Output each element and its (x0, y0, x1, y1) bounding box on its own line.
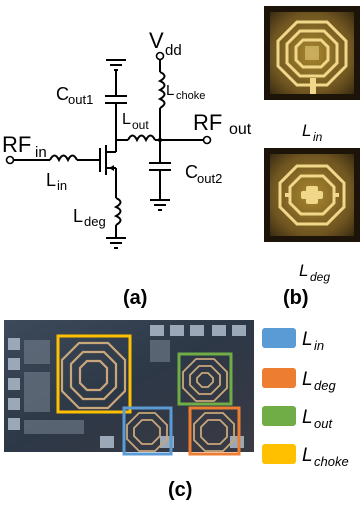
svg-text:deg: deg (314, 378, 336, 393)
svg-text:L: L (73, 206, 84, 226)
svg-text:L: L (46, 170, 57, 190)
legend-swatch (262, 368, 296, 388)
legend-item-l-in (262, 328, 324, 353)
photo-l-deg-label (299, 261, 330, 284)
l-deg-inductor (116, 198, 121, 225)
legend-swatch (262, 444, 296, 464)
svg-text:L: L (302, 369, 313, 390)
svg-text:C: C (56, 84, 69, 104)
l-out-label (122, 111, 149, 132)
photo-l-deg (264, 148, 360, 242)
svg-text:in: in (314, 338, 325, 353)
caption-b: (b) (283, 287, 309, 309)
rf-out-label (193, 110, 252, 138)
l-choke-inductor (160, 72, 165, 108)
svg-text:out: out (229, 121, 252, 138)
transistor (100, 145, 116, 198)
svg-text:out2: out2 (197, 171, 223, 186)
photo-l-in (264, 6, 360, 100)
l-in-label (46, 170, 67, 193)
svg-text:out1: out1 (68, 92, 94, 107)
svg-text:dd: dd (165, 42, 182, 59)
rf-in-terminal (7, 157, 14, 164)
svg-text:RF: RF (2, 132, 32, 157)
svg-text:deg: deg (310, 270, 331, 284)
svg-text:L: L (302, 329, 313, 350)
svg-text:L: L (302, 407, 313, 428)
c-out1-label (56, 84, 93, 107)
vdd-label (149, 28, 182, 59)
svg-text:L: L (299, 261, 309, 280)
legend-item-l-deg (262, 368, 336, 393)
svg-text:L: L (302, 121, 312, 140)
caption-a: (a) (123, 287, 148, 309)
svg-text:deg: deg (84, 214, 106, 229)
photo-l-in-label (302, 121, 323, 144)
l-choke-label (166, 82, 205, 102)
l-out-inductor (128, 136, 155, 141)
svg-text:L: L (122, 111, 131, 128)
vdd-terminal (157, 53, 164, 60)
c-out2-label (185, 162, 222, 186)
legend (262, 328, 349, 469)
l-in-inductor (50, 156, 77, 161)
l-deg-label (73, 206, 106, 229)
svg-text:L: L (166, 82, 175, 99)
c-out2-ground (150, 200, 170, 210)
svg-text:choke: choke (314, 454, 349, 469)
legend-swatch (262, 328, 296, 348)
legend-item-l-out (262, 406, 333, 431)
svg-text:V: V (149, 28, 164, 53)
svg-text:in: in (313, 130, 323, 144)
die-photo (4, 320, 254, 454)
svg-text:RF: RF (193, 110, 223, 135)
svg-text:in: in (57, 178, 68, 193)
svg-text:out: out (314, 416, 333, 431)
caption-c: (c) (168, 479, 193, 501)
rf-out-terminal (204, 137, 211, 144)
l-deg-ground (106, 238, 126, 248)
c-out1-ground (106, 60, 126, 70)
schematic (2, 28, 252, 248)
legend-swatch (262, 406, 296, 426)
svg-text:choke: choke (176, 90, 206, 102)
rf-in-label (2, 132, 47, 161)
svg-text:out: out (132, 118, 149, 132)
legend-item-l-choke (262, 444, 349, 469)
svg-text:in: in (35, 144, 47, 161)
svg-text:L: L (302, 445, 313, 466)
svg-text:C: C (185, 162, 198, 182)
